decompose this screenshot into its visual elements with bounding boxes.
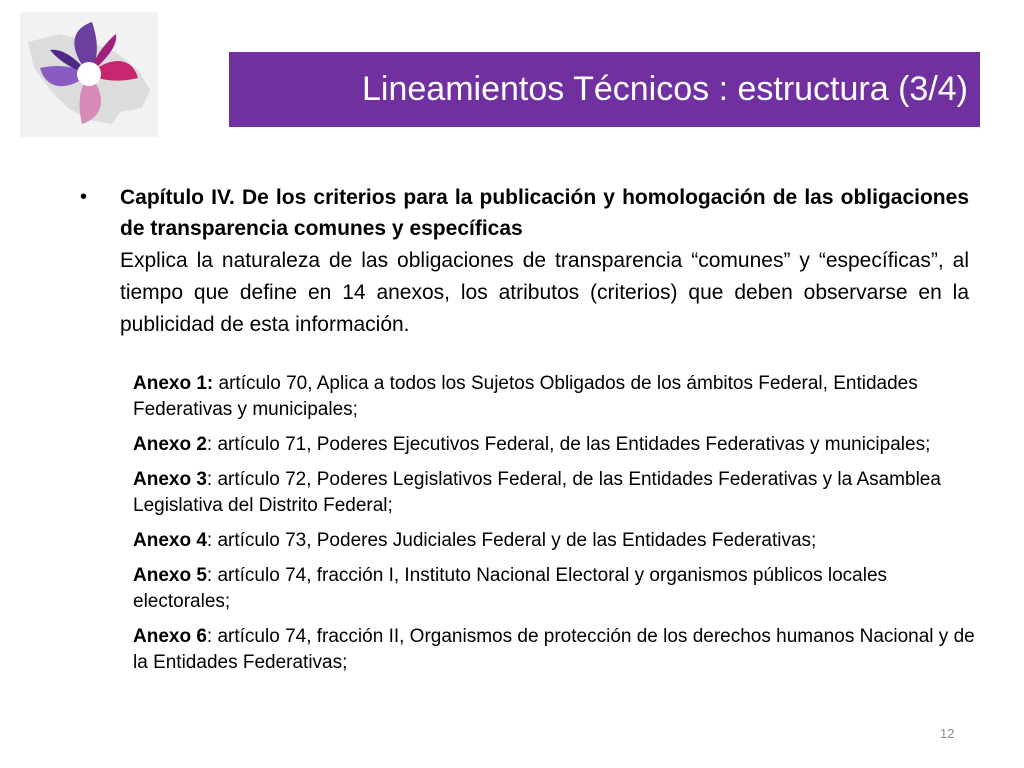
annex-text: : artículo 74, fracción II, Organismos de protección de los derechos humanos Nacional y de la Entidades Federativas; <box>133 626 975 673</box>
annex-item <box>133 563 983 615</box>
chapter-section <box>80 182 969 341</box>
annex-label: Anexo 6 <box>133 626 207 647</box>
chapter-title: Capítulo IV. De los criterios para la publicación y homologación de las obligaciones de transparencia comunes y específicas <box>120 186 969 240</box>
annex-label: Anexo 4 <box>133 530 207 551</box>
annex-text: : artículo 71, Poderes Ejecutivos Federal, de las Entidades Federativas y municipales; <box>206 434 931 455</box>
logo-swirl-icon <box>20 12 158 137</box>
bullet-icon: • <box>80 186 88 208</box>
annex-text: : artículo 74, fracción I, Instituto Nacional Electoral y organismos públicos locales electorales; <box>133 565 888 612</box>
page-number: 12 <box>940 726 955 741</box>
title-bar <box>229 52 980 127</box>
annex-item <box>133 371 983 423</box>
annex-label: Anexo 1: <box>133 373 214 394</box>
institution-logo <box>20 12 158 137</box>
annex-list <box>133 371 983 685</box>
annex-item <box>133 624 983 676</box>
annex-label: Anexo 2 <box>133 434 207 455</box>
slide-title: Lineamientos Técnicos : estructura (3/4) <box>362 70 968 108</box>
annex-item <box>133 432 983 458</box>
annex-text: artículo 70, Aplica a todos los Sujetos Obligados de los ámbitos Federal, Entidades Federativas y municipales; <box>133 373 918 420</box>
annex-text: : artículo 73, Poderes Judiciales Federal y de las Entidades Federativas; <box>206 530 817 551</box>
annex-text: : artículo 72, Poderes Legislativos Federal, de las Entidades Federativas y la Asamblea Legislativa del Distrito Federal; <box>133 469 941 516</box>
annex-item <box>133 528 983 554</box>
annex-label: Anexo 5 <box>133 565 207 586</box>
annex-item <box>133 467 983 519</box>
annex-label: Anexo 3 <box>133 469 207 490</box>
chapter-description: Explica la naturaleza de las obligaciones de transparencia “comunes” y “específicas”, al tiempo que define en 14 anexos, los atributos (criterios) que deben observarse en la publicidad de esta información. <box>120 249 969 336</box>
